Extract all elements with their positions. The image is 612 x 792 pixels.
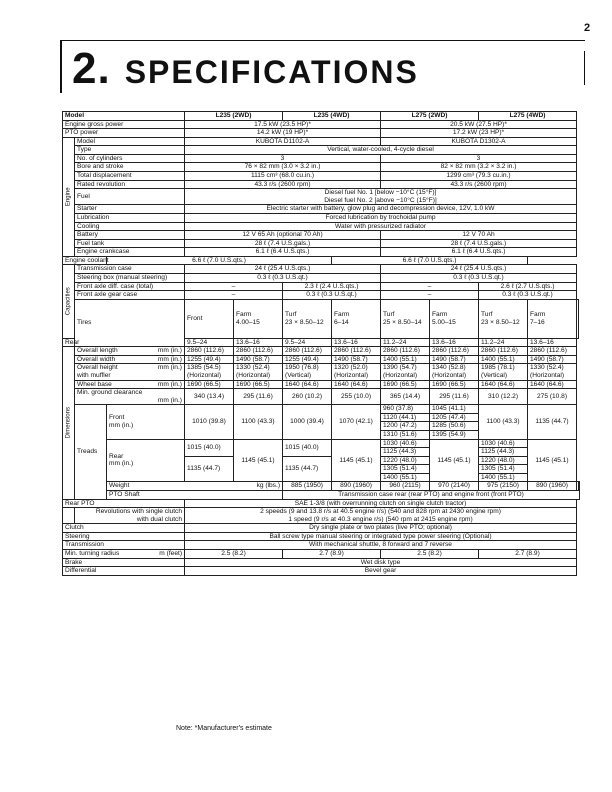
cell: 9.5–24 [185,338,234,347]
cell: 260 (10.2) [283,389,332,405]
cell: 76 × 82 mm (3.0 × 3.2 in.) [185,163,381,172]
cell: 14.2 kW (19 HP)* [185,129,381,138]
model-header: Model [63,112,185,121]
engine-group-label: Engine [63,137,75,256]
col-l235-2wd: L235 (2WD) [185,112,283,121]
treads-front-row [63,405,580,414]
cell: 1490 (58.7) [430,355,479,364]
cell: Wet disk type [185,558,577,567]
width-row [63,355,580,364]
weight-row [63,482,580,491]
cell: 2.5 (8.2) [381,550,479,559]
cell: Farm 4.00–15 [234,299,283,338]
cell: 2.5 (8.2) [185,550,283,559]
displacement-row [63,172,580,181]
cell: Electric starter with battery, glow plug and decompression device, 12V, 1.0 kW [185,205,577,214]
cell: 2860 (112.6) [234,347,283,356]
cell: SAE 1-3/8 (with overrunning clutch on single clutch tractor) [185,499,577,508]
cell: 6.1 ℓ (6.4 U.S.qts.) [185,248,381,257]
cell: Turf 23 × 8.50–12 [283,299,332,338]
cell: 0.3 ℓ (0.3 U.S.qt.) [283,291,381,300]
capacities-group-label: Capacities [63,265,75,338]
row-label: mm (in.) Overall height with muffler [75,364,185,380]
cell: 17.5 kW (23.5 HP)* [185,120,381,129]
differential-row [63,567,580,576]
cell: 1400 (55.1) [381,473,430,482]
row-label: Engine gross power [63,120,185,129]
cell: 255 (10.0) [332,389,381,405]
cell: 1220 (48.0) [381,456,430,465]
cell: 2860 (112.6) [185,347,234,356]
row-label: Starter [75,205,185,214]
row-label: Total displacement [75,172,185,181]
cell: 1010 (39.8) [185,405,234,439]
row-label: Steering box (manual steering) [75,273,185,282]
cell: 13.6–16 [332,338,381,347]
revolutions-row [63,508,580,524]
cell: 295 (11.6) [430,389,479,405]
engine-model-row [63,137,580,146]
row-label: Brake [63,558,185,567]
revolution-row [63,180,580,189]
cell: 1255 (49.4) [283,355,332,364]
row-label: Model [75,137,185,146]
cell: 1490 (58.7) [332,355,381,364]
title-word: SPECIFICATIONS [124,54,419,90]
title-number: 2. [72,44,111,93]
cell: Dry single plate or two plates (live PTO; optional) [185,524,577,533]
steering-box-row [63,273,580,282]
row-label: Battery [75,231,185,240]
cell: 1490 (58.7) [528,355,577,364]
row-label: Revolutions with single clutch with dual clutch [75,508,185,524]
row-label: PTO power [63,129,185,138]
cell: 1400 (55.1) [479,355,528,364]
cell: – [185,282,283,291]
cell: 1390 (54.7) (Horizontal) [381,364,430,380]
row-label: Lubrication [75,213,185,222]
cell: 1145 (45.1) [528,439,577,482]
length-row [63,347,580,356]
cell: 12 V 65 Ah (optional 70 Ah) [185,231,381,240]
cell: 1045 (41.1) [430,405,479,414]
cell: 3 [381,154,577,163]
cell: 3 [185,154,381,163]
cell: 1400 (55.1) [381,355,430,364]
cell: 2860 (112.6) [332,347,381,356]
fuel-tank-row [63,239,580,248]
cell: 1330 (52.4) (Horizontal) [528,364,577,380]
cell: 2.7 (8.9) [283,550,381,559]
row-label: Overall width mm (in.) [75,355,185,364]
cell: 2860 (112.6) [283,347,332,356]
cell: 24 ℓ (25.4 U.S.qts.) [185,265,381,274]
height-row [63,364,580,380]
cell: 2.3 ℓ (2.4 U.S.qts.) [283,282,381,291]
brake-row [63,558,580,567]
cell: 1690 (66.5) [234,380,283,389]
cell: 2.6 ℓ (2.7 U.S.qts.) [479,282,577,291]
cell: 1030 (40.6) [479,439,528,448]
cell: 1340 (52.8) (Horizontal) [430,364,479,380]
treads-label: Treads [75,405,107,499]
page-number: 2 [584,22,591,34]
cell: Vertical, water-cooled, 4-cycle diesel [185,146,577,155]
row-label: Fuel [75,189,185,205]
row-label: PTO Shaft [107,491,283,500]
cell: 1950 (76.8) (Vertical) [283,364,332,380]
cell: 2860 (112.6) [528,347,577,356]
row-label: Min. turning radius m (feet) [63,550,185,559]
cylinders-row [63,154,580,163]
cell: 1400 (55.1) [479,473,528,482]
row-label: Front axle gear case [75,291,185,300]
cell: 1640 (64.6) [283,380,332,389]
cell: 1015 (40.0) [185,439,234,456]
cell: 17.2 kW (23 HP)* [381,129,577,138]
treads-front-label: Front mm (in.) [107,405,185,439]
row-label: Transmission [63,541,185,550]
col-l275-2wd: L275 (2WD) [381,112,479,121]
cell: 960 (2115) [381,482,430,491]
row-label: Type [75,146,185,155]
cell: 1320 (52.0) (Horizontal) [332,364,381,380]
cell: 960 (37.8) [381,405,430,414]
cell: With mechanical shuttle, 8 forward and 7 reverse [185,541,577,550]
cell: 1200 (47.2) [381,422,430,431]
cell: 1385 (54.5) (Horizontal) [185,364,234,380]
cell: 1070 (42.1) [332,405,381,439]
cell: Farm 6–14 [332,299,381,338]
cell: 1015 (40.0) [283,439,332,456]
cell: 9.5–24 [283,338,332,347]
cell: 6.6 ℓ (7.0 U.S.qts.) [332,256,528,265]
coolant-row [63,256,580,265]
row-label: Wheel base mm (in.) [75,380,185,389]
cell: 1310 (51.6) [381,430,430,439]
cell [578,482,580,491]
cell: 1030 (40.6) [381,439,430,448]
cell: 1255 (49.4) [185,355,234,364]
cell: Farm 7–16 [528,299,577,338]
cell: 13.6–16 [430,338,479,347]
cell: 1145 (45.1) [332,439,381,482]
cell: 1135 (44.7) [283,456,332,482]
turning-radius-row [63,550,580,559]
cell: 1145 (45.1) [430,439,479,482]
cell: Ball screw type manual steering or integrated type power steering (Optional) [185,532,577,541]
cell: 28 ℓ (7.4 U.S.gals.) [185,239,381,248]
cell: 1135 (44.7) [185,456,234,482]
row-label: Bore and stroke [75,163,185,172]
cell: 1000 (39.4) [283,405,332,439]
cell: 1115 cm³ (68.0 cu.in.) [185,172,381,181]
cell: 1395 (54.9) [430,430,479,439]
cell: 1125 (44.3) [479,448,528,457]
row-label: Rear PTO [63,499,185,508]
fuel-row [63,189,580,205]
cell: 13.6–16 [528,338,577,347]
row-label: Engine crankcase [75,248,185,257]
starter-row [63,205,580,214]
pto-shaft-row [63,491,580,500]
row-label: Fuel tank [75,239,185,248]
cell: 1299 cm³ (79.3 cu.in.) [381,172,577,181]
cell: 13.6–16 [234,338,283,347]
cell [577,299,578,338]
cell: 275 (10.8) [528,389,577,405]
row-label: Engine coolant [63,256,107,265]
cell: 2860 (112.6) [381,347,430,356]
cell: 20.5 kW (27.5 HP)* [381,120,577,129]
cell: Transmission case rear (rear PTO) and engine front (front PTO) [283,491,580,500]
row-label: Differential [63,567,185,576]
bore-row [63,163,580,172]
cell: 2.7 (8.9) [479,550,577,559]
cell: 1145 (45.1) [234,439,283,482]
cell: 0.3 ℓ (0.3 U.S.qt.) [381,273,577,282]
cell: Forced lubrication by trochoidal pump [185,213,577,222]
cell: 1305 (51.4) [381,465,430,474]
cell: 295 (11.6) [234,389,283,405]
cell: 43.3 r/s (2600 rpm) [185,180,381,189]
cell: 310 (12.2) [479,389,528,405]
tires-label: Tires [75,299,185,346]
clutch-row [63,524,580,533]
cell: 890 (1960) [528,482,577,491]
cell: 340 (13.4) [185,389,234,405]
cell: 890 (1960) [332,482,381,491]
row-label: No. of cylinders [75,154,185,163]
cell: 1640 (64.6) [528,380,577,389]
row-label: Front axle diff. case (total) [75,282,185,291]
page-title [72,44,419,94]
gross-power-row [63,120,580,129]
cell: 6.6 ℓ (7.0 U.S.qts.) [107,256,332,265]
col-l235-4wd: L235 (4WD) [283,112,381,121]
cell: 1985 (78.1) (Vertical) [479,364,528,380]
cell: Farm 5.00–15 [430,299,479,338]
cell: 0.3 ℓ (0.3 U.S.qt.) [479,291,577,300]
cell: Diesel fuel No. 1 [below −10°C (15°F)] Diesel fuel No. 2 [above −10°C (15°F)] [185,189,577,205]
cooling-row [63,222,580,231]
cell: 11.2–24 [381,338,430,347]
cell: 1135 (44.7) [528,405,577,439]
treads-rear-label: Rear mm (in.) [107,439,185,482]
cell: 365 (14.4) [381,389,430,405]
header-row [63,112,580,121]
cell: Bevel gear [185,567,577,576]
tires-front-row [63,299,580,338]
clearance-row [63,389,580,405]
treads-rear-row [63,439,580,448]
front-gear-row [63,291,580,300]
cell: 1690 (66.5) [430,380,479,389]
front-axle-row [63,282,580,291]
footnote: Note: *Manufacturer's estimate [176,725,272,732]
transmission-row [63,541,580,550]
cell: 2860 (112.6) [430,347,479,356]
col-l275-4wd: L275 (4WD) [479,112,577,121]
cell: 1690 (66.5) [381,380,430,389]
rear-pto-row [63,499,580,508]
row-label: Overall length mm (in.) [75,347,185,356]
pto-power-row [63,129,580,138]
cell: 1285 (50.6) [430,422,479,431]
cell: 11.2–24 [479,338,528,347]
cell: 6.1 ℓ (6.4 U.S.qts.) [381,248,577,257]
engine-type-row [63,146,580,155]
row-label: Transmission case [75,265,185,274]
cell: 1690 (66.5) [185,380,234,389]
cell: 1330 (52.4) (Horizontal) [234,364,283,380]
cell: 1305 (51.4) [479,465,528,474]
cell: 1220 (48.0) [479,456,528,465]
transmission-case-row [63,265,580,274]
cell: – [381,291,479,300]
cell: – [185,291,283,300]
row-label: Clutch [63,524,185,533]
cell: Water with pressurized radiator [185,222,577,231]
cell: 28 ℓ (7.4 U.S.gals.) [381,239,577,248]
wheelbase-row [63,380,580,389]
cell: 0.3 ℓ (0.3 U.S.qt.) [185,273,381,282]
cell: 1125 (44.3) [381,448,430,457]
cell: 1205 (47.4) [430,413,479,422]
cell: 1100 (43.3) [234,405,283,439]
row-label: Rated revolution [75,180,185,189]
cell: Turf 23 × 8.50–12 [479,299,528,338]
cell: 1640 (64.6) [479,380,528,389]
cell: 885 (1950) [283,482,332,491]
cell: 1120 (44.1) [381,413,430,422]
row-label: Rear [63,338,75,347]
specifications-table [62,111,580,576]
cell: 1490 (58.7) [234,355,283,364]
row-label: Weight kg (lbs.) [107,482,283,491]
cell: – [381,282,479,291]
cell: 24 ℓ (25.4 U.S.qts.) [381,265,577,274]
battery-row [63,231,580,240]
cell: 12 V 70 Ah [381,231,577,240]
row-label: Cooling [75,222,185,231]
row-label: Min. ground clearance mm (in.) [75,389,185,405]
row-label: Front [185,299,234,338]
cell: 82 × 82 mm (3.2 × 3.2 in.) [381,163,577,172]
row-label: Steering [63,532,185,541]
cell: KUBOTA D1102-A [185,137,381,146]
cell: 975 (2150) [479,482,528,491]
cell: 1100 (43.3) [479,405,528,439]
cell: 1640 (64.6) [332,380,381,389]
crankcase-row [63,248,580,257]
dimensions-group-label: Dimensions [63,347,75,499]
steering-row [63,532,580,541]
cell: Turf 25 × 8.50–14 [381,299,430,338]
cell: 2860 (112.6) [479,347,528,356]
cell: 970 (2140) [430,482,479,491]
cell: 2 speeds (9 and 13.8 r/s at 40.5 engine r/s) (540 and 828 rpm at 2430 engine rpm) 1 speed (9 r/s at 40.3 engine r/s) (540 rpm at 2415 engine rpm) [185,508,577,524]
cell: KUBOTA D1302-A [381,137,577,146]
cell: 43.3 r/s (2600 rpm) [381,180,577,189]
lubrication-row [63,213,580,222]
